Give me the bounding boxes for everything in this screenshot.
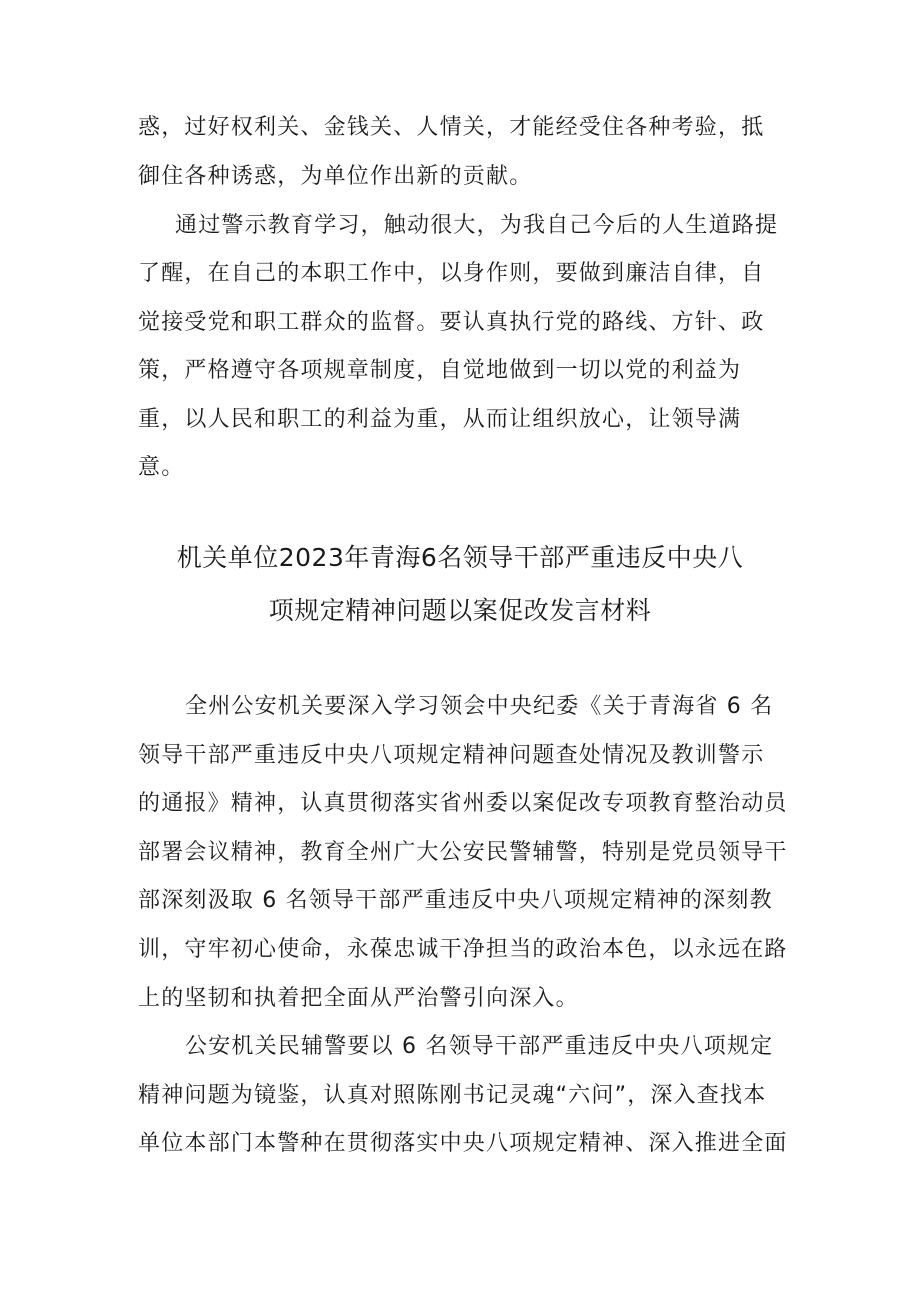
paragraph-line: 部署会议精神，教育全州广大公安民警辅警，特别是党员领导干 xyxy=(138,840,788,865)
paragraph-line: 公安机关民辅警要以 6 名领导干部严重违反中央八项规定 xyxy=(185,1034,774,1059)
paragraph-line: 觉接受党和职工群众的监督。要认真执行党的路线、方针、政 xyxy=(138,310,765,335)
document-title-line: 项规定精神问题以案促改发言材料 xyxy=(268,596,652,625)
paragraph-line: 策，严格遵守各项规章制度，自觉地做到一切以党的利益为 xyxy=(138,358,742,383)
paragraph-line: 重，以人民和职工的利益为重，从而让组织放心，让领导满 xyxy=(138,407,742,432)
paragraph-line: 通过警示教育学习，触动很大，为我自己今后的人生道路提 xyxy=(175,213,779,238)
paragraph-line: 上的坚韧和执着把全面从严治警引向深入。 xyxy=(138,986,579,1011)
paragraph-line: 领导干部严重违反中央八项规定精神问题查处情况及教训警示 xyxy=(138,743,765,768)
paragraph-line: 精神问题为镜鉴，认真对照陈刚书记灵魂“六问”，深入查找本 xyxy=(138,1083,767,1108)
paragraph-line: 部深刻汲取 6 名领导干部严重违反中央八项规定精神的深刻教 xyxy=(138,888,773,913)
paragraph-line: 意。 xyxy=(138,455,185,480)
paragraph-line: 惑，过好权利关、金钱关、人情关，才能经受住各种考验，抵 xyxy=(138,115,765,140)
paragraph-line: 御住各种诱惑，为单位作出新的贡献。 xyxy=(138,164,533,189)
paragraph-line: 了醒，在自己的本职工作中，以身作则，要做到廉洁自律，自 xyxy=(138,261,765,286)
paragraph-line: 全州公安机关要深入学习领会中央纪委《关于青海省 6 名 xyxy=(185,694,774,719)
document-title-line: 机关单位2023年青海6名领导干部严重违反中央八 xyxy=(176,543,744,572)
paragraph-line: 单位本部门本警种在贯彻落实中央八项规定精神、深入推进全面 xyxy=(138,1131,788,1156)
paragraph-line: 的通报》精神，认真贯彻落实省州委以案促改专项教育整治动员 xyxy=(138,791,788,816)
paragraph-line: 训，守牢初心使命，永葆忠诚干净担当的政治本色，以永远在路 xyxy=(138,937,788,962)
